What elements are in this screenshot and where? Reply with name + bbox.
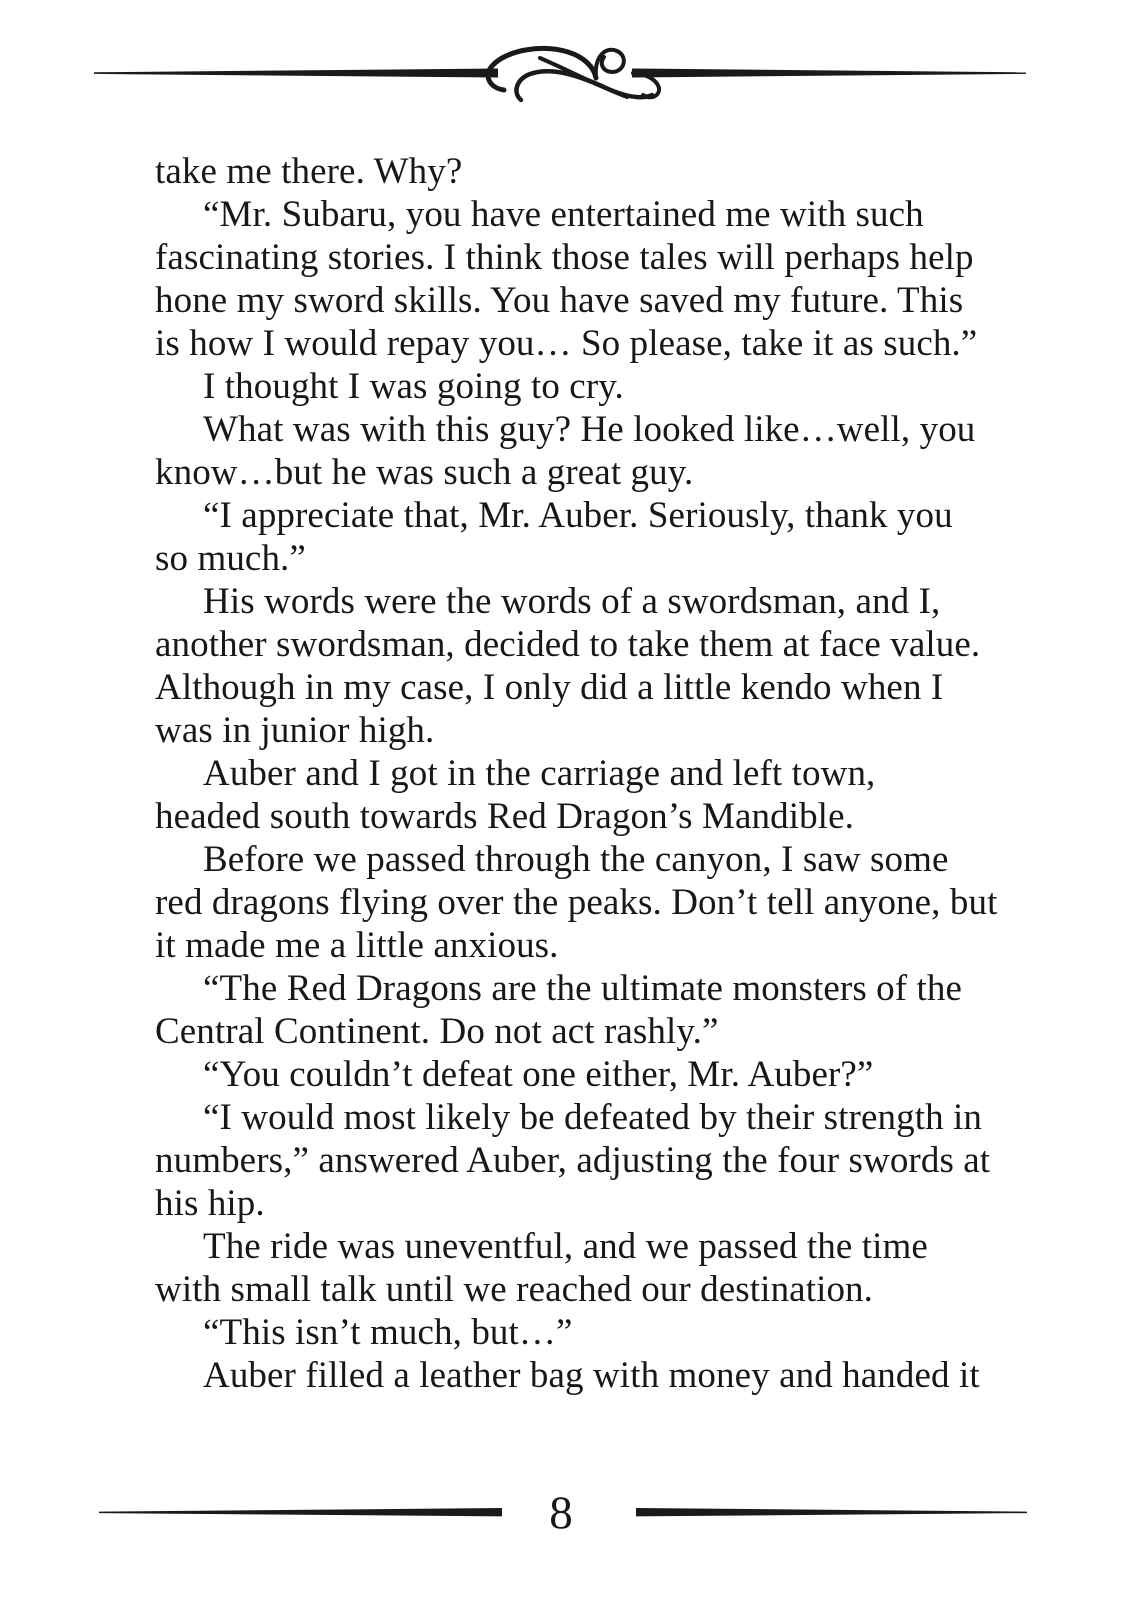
text-line: know…but he was such a great guy.	[155, 452, 694, 493]
text-line: so much.”	[155, 538, 306, 579]
text-line: His words were the words of a swordsman, and I,	[203, 581, 941, 622]
page-text	[155, 150, 1015, 1397]
text-line: red dragons flying over the peaks. Don’t tell anyone, but	[155, 882, 998, 923]
header-rule-right	[632, 69, 1026, 78]
text-line: headed south towards Red Dragon’s Mandible.	[155, 796, 854, 837]
text-line: is how I would repay you… So please, take it as such.”	[155, 323, 978, 364]
text-line: his hip.	[155, 1183, 265, 1224]
text-line: “Mr. Subaru, you have entertained me with such	[203, 194, 924, 235]
text-line: What was with this guy? He looked like…well, you	[203, 409, 976, 450]
text-line: Although in my case, I only did a little kendo when I	[155, 667, 944, 708]
text-line: “The Red Dragons are the ultimate monsters of the	[203, 968, 963, 1009]
text-line: with small talk until we reached our destination.	[155, 1269, 873, 1310]
text-line: Auber filled a leather bag with money and handed it	[203, 1355, 980, 1396]
text-line: “You couldn’t defeat one either, Mr. Auber?”	[203, 1054, 874, 1095]
text-line: I thought I was going to cry.	[203, 366, 624, 407]
text-line: numbers,” answered Auber, adjusting the four swords at	[155, 1140, 991, 1181]
text-line: Auber and I got in the carriage and left town,	[203, 753, 876, 794]
calligraphic-flourish-icon	[488, 48, 659, 100]
page-number: 8	[549, 1487, 573, 1539]
text-line: The ride was uneventful, and we passed the time	[203, 1226, 928, 1267]
text-line: hone my sword skills. You have saved my future. This	[155, 280, 964, 321]
text-line: Before we passed through the canyon, I saw some	[203, 839, 949, 880]
text-line: fascinating stories. I think those tales will perhaps help	[155, 237, 974, 278]
text-line: “I appreciate that, Mr. Auber. Seriously, thank you	[203, 495, 953, 536]
text-line: take me there. Why?	[155, 151, 463, 192]
text-line: another swordsman, decided to take them at face value.	[155, 624, 981, 665]
text-line: was in junior high.	[155, 710, 435, 751]
text-line: it made me a little anxious.	[155, 925, 559, 966]
header-rule-left	[94, 69, 498, 78]
header-divider-ornament	[90, 37, 1030, 115]
text-line: “I would most likely be defeated by their strength in	[203, 1097, 983, 1138]
text-line: “This isn’t much, but…”	[203, 1312, 573, 1353]
text-line: Central Continent. Do not act rashly.”	[155, 1011, 719, 1052]
